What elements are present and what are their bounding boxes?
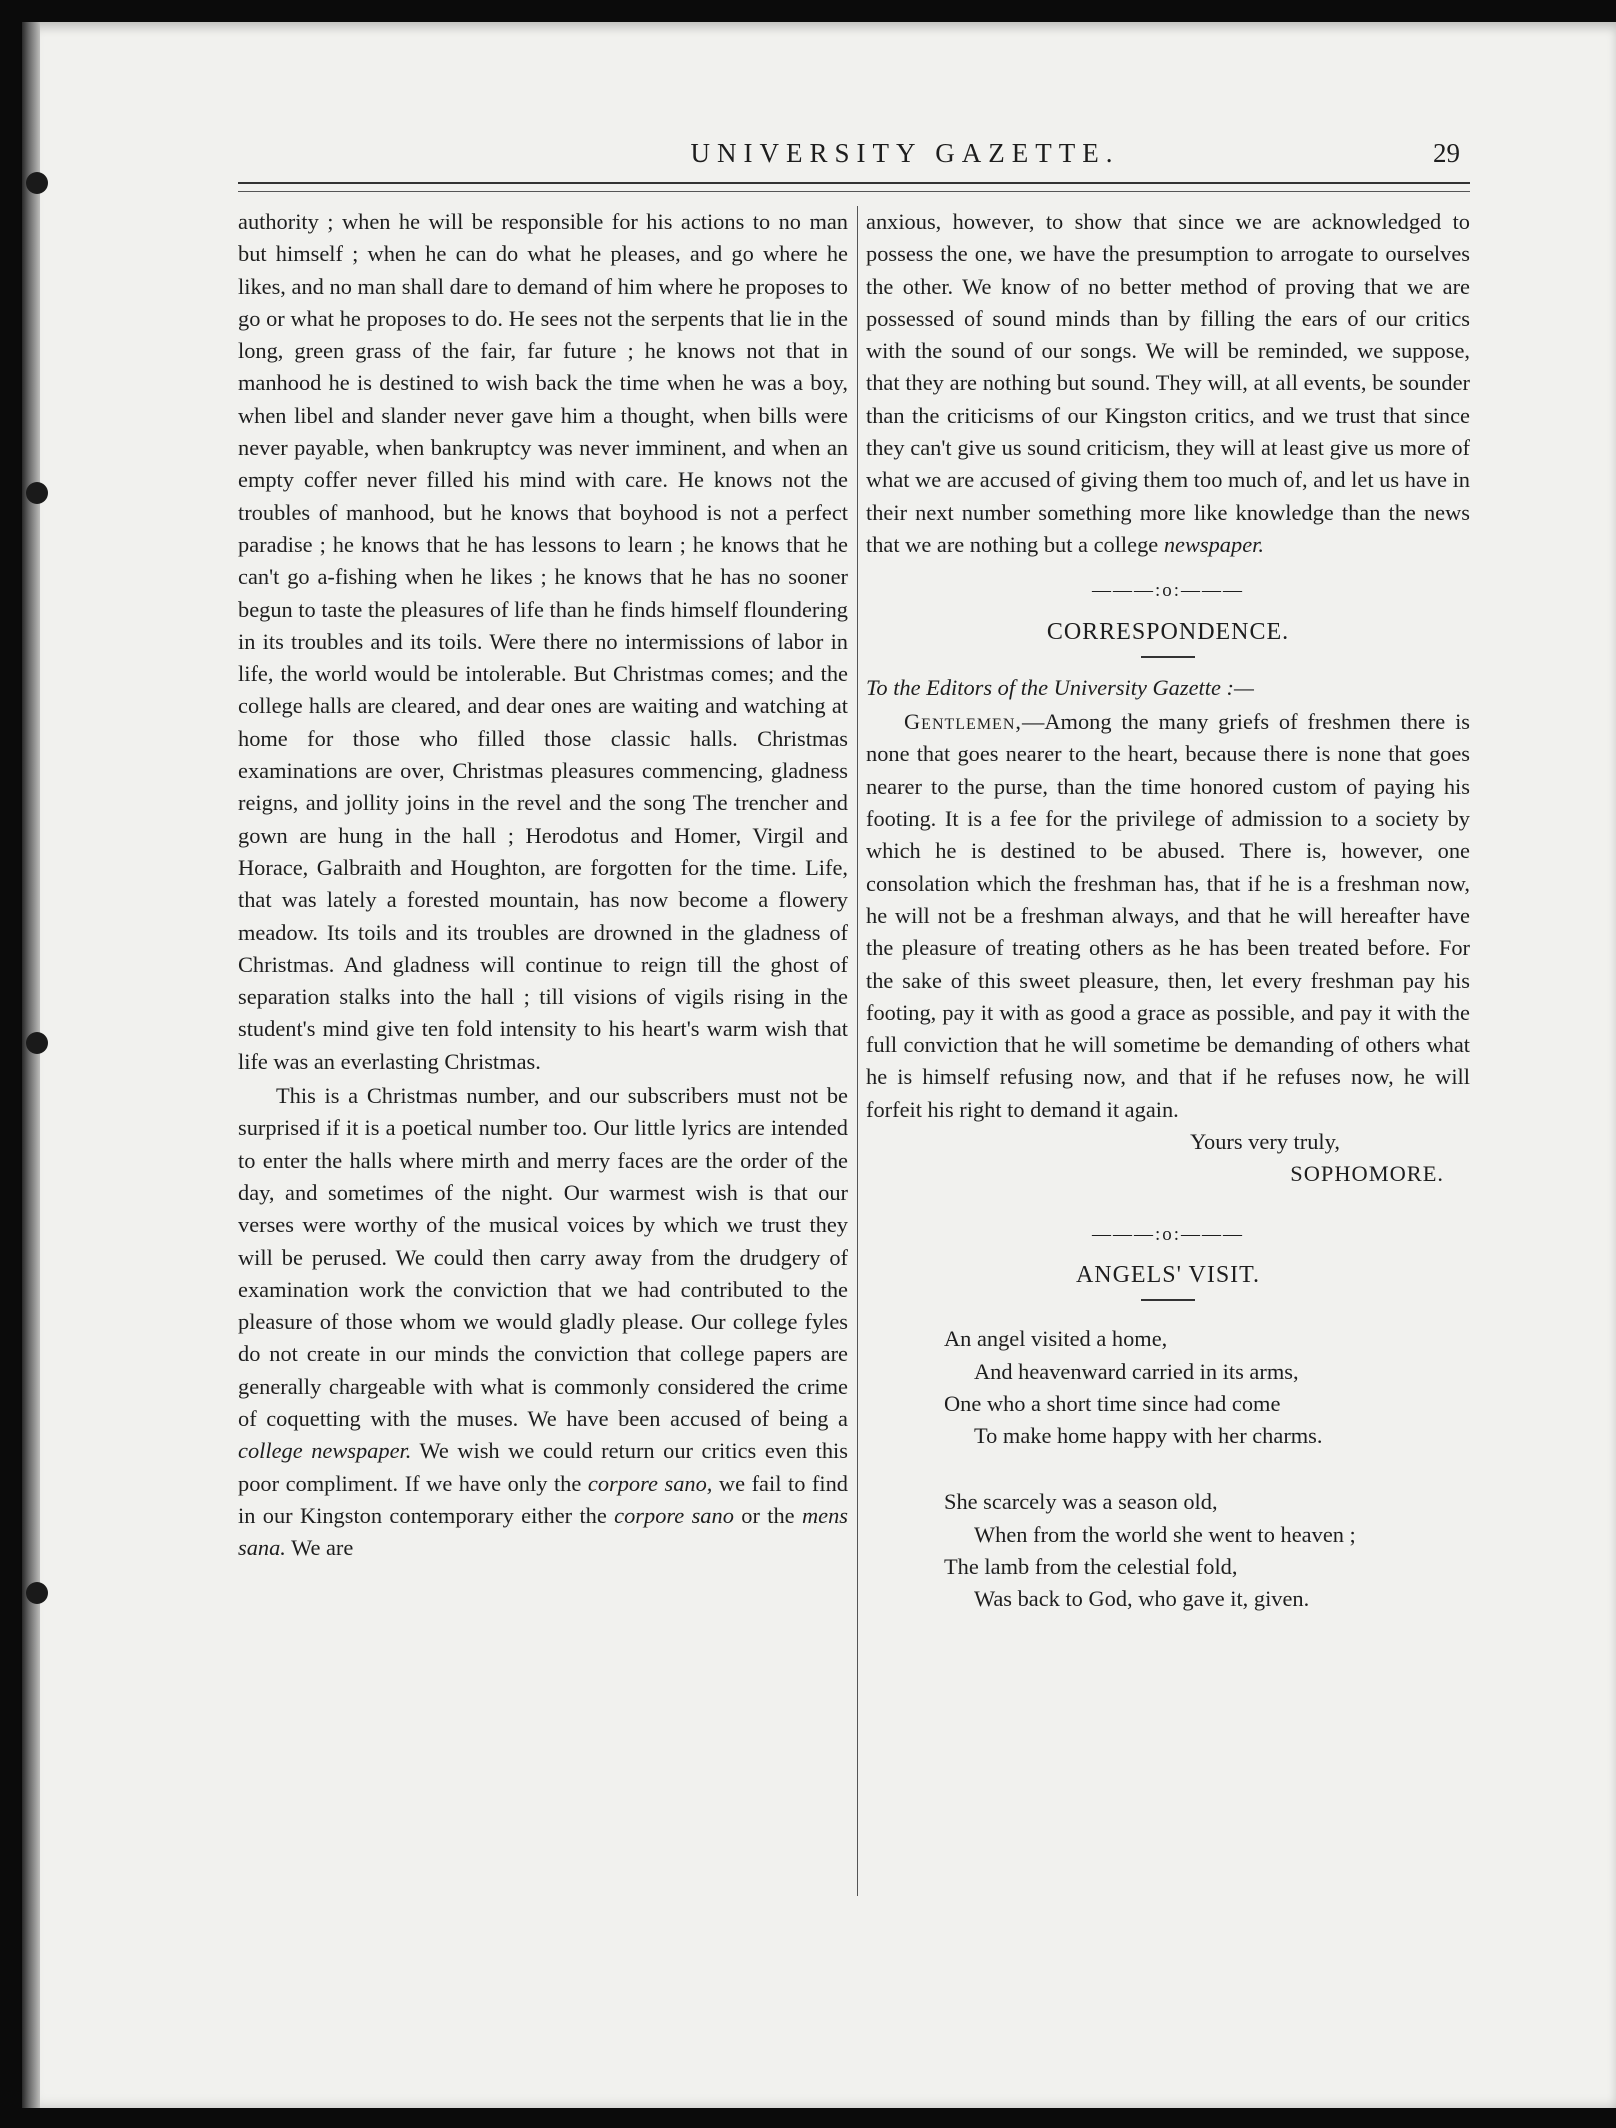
binding-stitch xyxy=(26,1582,48,1604)
poem xyxy=(944,1323,1470,1615)
left-column xyxy=(238,206,848,1564)
italic-run: college newspaper. xyxy=(238,1438,412,1464)
binding-strip xyxy=(22,22,40,2108)
poem-line: The lamb from the celestial fold, xyxy=(944,1553,1238,1579)
letter-body: —Among the many griefs of freshmen there is none that goes nearer to the heart, because there is none that goes nearer to the purse, than the time honored custom of paying his footing. It is a fee for the privilege of admission to a society by which he is destined to be abused. There is, however, one consolation which the freshman has, that if he is a freshman now, he will not be a freshman always, and that he will hereafter have the pleasure of treating others as he has been treated before. For the sake of this sweet pleasure, then, let every freshman pay his footing, pay it with as good a grace as possible, and pay it with the full conviction that he will sometime be demanding of others what he is himself refusing now, and that if he refuses now, he will forfeit his right to demand it again. xyxy=(866,709,1470,1122)
letter-signature: SOPHOMORE. xyxy=(1290,1161,1444,1187)
binding-stitch xyxy=(26,1032,48,1054)
binding-stitch xyxy=(26,482,48,504)
short-rule xyxy=(1141,656,1195,658)
section-heading: CORRESPONDENCE. xyxy=(1046,618,1290,645)
letter-lead: Gentlemen, xyxy=(904,709,1022,735)
text-run: or the xyxy=(733,1502,802,1528)
paragraph: authority ; when he will be responsible for his actions to no man but himself ; when he can do what he pleases, and go where he likes, and no man shall dare to demand of him where he proposes to go or what he proposes to do. He sees not the serpents that lie in the long, green grass of the fair, far future ; he knows not that in manhood he is destined to wish back the time when he was a boy, when libel and slander never gave him a thought, when bills were never payable, when bankruptcy was never imminent, and when an empty coffer never filled his mind with care. He knows not the troubles of manhood, but he knows that boyhood is not a perfect paradise ; he knows that he has lessons to learn ; he knows that he can't go a-fishing when he likes ; he knows that he has no sooner begun to taste the pleasures of life than he finds himself floundering in its troubles and its toils. Were there no intermissions of labor in life, the world would be intolerable. But Christmas comes; and the college halls are cleared, and dear ones are waiting and watching at home for those who filled those classic halls. Christmas examinations are over, Christmas pleasures commencing, gladness reigns, and jollity joins in the revel and the song The trencher and gown are hung in the hall ; Herodotus and Homer, Virgil and Horace, Galbraith and Houghton, are forgotten for the time. Life, that was lately a forested mountain, has now become a flowery meadow. Its toils and its troubles are drowned in the gladness of Christmas. And gladness will continue to reign till the ghost of separation stalks into the hall ; till visions of vigils rising in the student's mind give ten fold intensity to his heart's warm wish that life was an everlasting Christmas. xyxy=(238,209,848,1074)
salutation: To the Editors of the University Gazette :— xyxy=(866,674,1254,700)
header-rule xyxy=(238,182,1470,192)
text-run: we fail to find in our Kingston contemporary either the xyxy=(238,1470,849,1528)
poem-line: An angel visited a home, xyxy=(944,1326,1168,1352)
text-run: This is a Christmas number, and our subscribers must not be surprised if it is a poetical number too. Our little lyrics are intended to enter the halls where mirth and merry faces are the order of the day, and sometimes of the night. Our warmest wish is that our verses were worthy of the musical voices by which we trust they will be perused. We could then carry away from the drudgery of examination work the conviction that we had contributed to the pleasure of those whom we would gladly please. Our college fyles do not create in our minds the conviction that college papers are generally chargeable with what is commonly considered the crime of coquetting with the muses. We have been accused of being a xyxy=(238,1083,848,1431)
page-header xyxy=(220,138,1470,178)
letter-paragraph xyxy=(866,706,1470,1126)
right-column xyxy=(866,206,1470,1616)
ornament-divider: ———:o:——— xyxy=(1091,580,1245,602)
binding-stitch xyxy=(26,172,48,194)
letter-closing: Yours very truly, xyxy=(1190,1129,1340,1155)
paragraph xyxy=(238,1080,848,1564)
running-title: UNIVERSITY GAZETTE. xyxy=(690,138,1120,168)
poem-line: Was back to God, who gave it, given. xyxy=(974,1586,1310,1612)
poem-line: When from the world she went to heaven ; xyxy=(974,1521,1356,1547)
italic-run: newspaper. xyxy=(1163,531,1264,557)
poem-line: She scarcely was a season old, xyxy=(944,1489,1218,1515)
column-divider xyxy=(857,206,858,1896)
short-rule xyxy=(1141,1299,1195,1301)
poem-line: To make home happy with her charms. xyxy=(974,1423,1323,1449)
italic-run: mens sana. xyxy=(238,1502,848,1561)
paragraph xyxy=(866,206,1470,561)
text-run: anxious, however, to show that since we are acknowledged to possess the one, we have the presumption to arrogate to ourselves the other. We know of no better method of proving that we are possessed of sound minds than by filling the ears of our critics with the sound of our songs. We will be reminded, we suppose, that they are nothing but sound. They will, at all events, be sounder than the criticisms of our Kingston critics, and we trust that since they can't give us sound criticism, they will at least give us more of what we are accused of giving them too much of, and let us have in their next number something more like knowledge than the news that we are nothing but a college xyxy=(866,209,1470,557)
poem-title: ANGELS' VISIT. xyxy=(1075,1261,1261,1288)
italic-run: corpore sano, xyxy=(587,1470,713,1496)
page-number: 29 xyxy=(1433,138,1460,168)
text-run: We wish we could return our critics even this poor compliment. If we have only the xyxy=(238,1438,848,1496)
ornament-divider: ———:o:——— xyxy=(1091,1223,1245,1245)
stanza-gap xyxy=(944,1452,1470,1486)
poem-line: And heavenward carried in its arms, xyxy=(974,1358,1299,1384)
poem-line: One who a short time since had come xyxy=(944,1390,1281,1416)
text-run: We are xyxy=(285,1535,354,1561)
italic-run: corpore sano xyxy=(614,1502,734,1528)
